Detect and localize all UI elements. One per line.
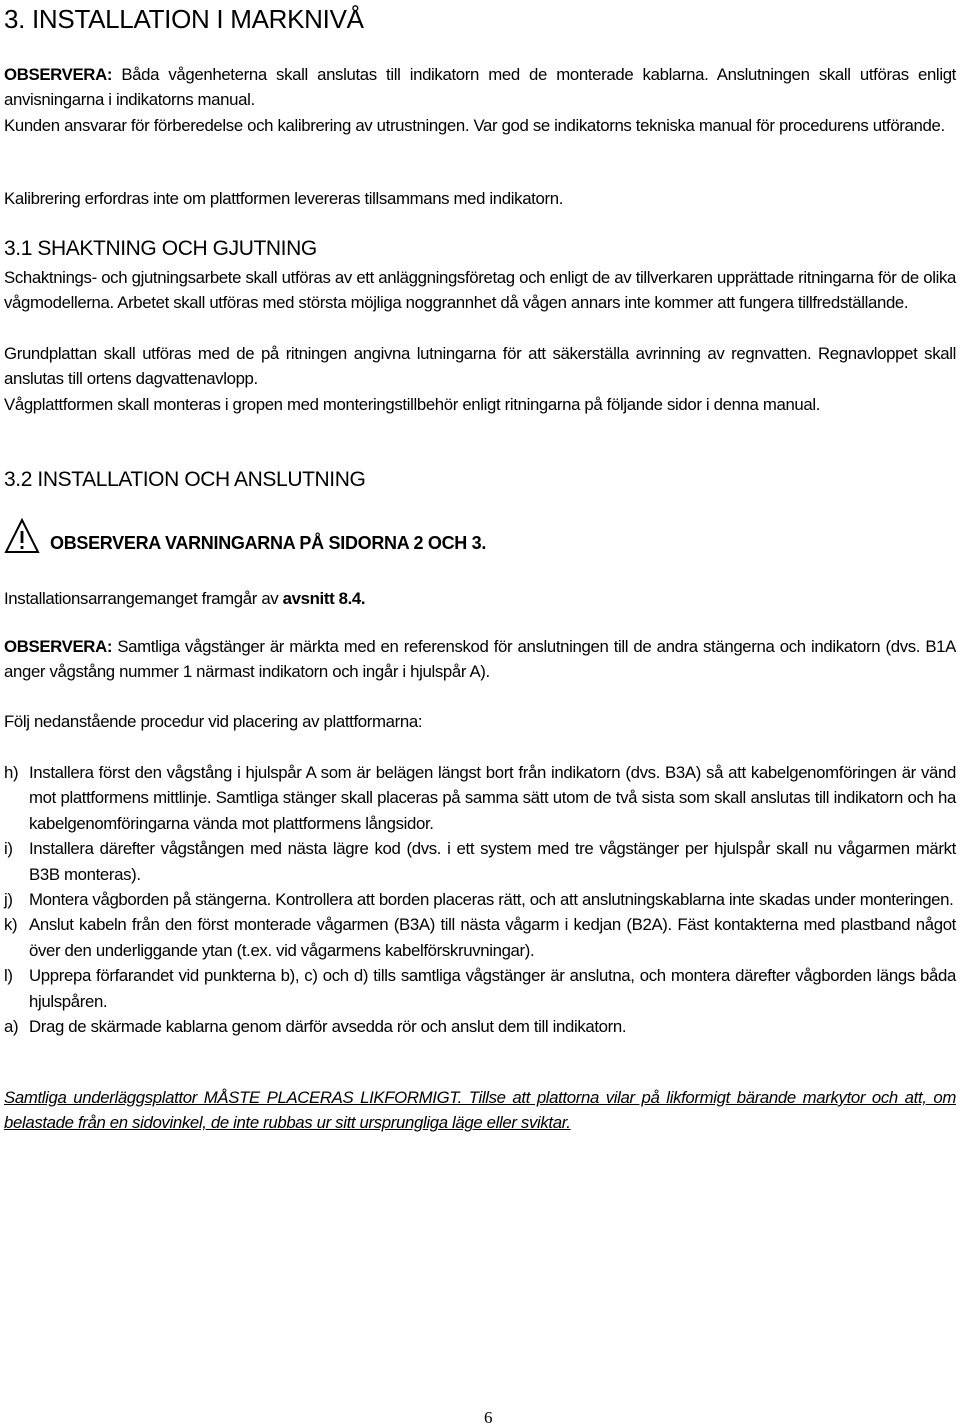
intro-observera: [4, 62, 956, 113]
page-heading: 3. INSTALLATION I MARKNIVÅ: [4, 4, 364, 34]
warning-row: [4, 518, 486, 554]
emphasis-note: Samtliga underläggsplattor MÅSTE PLACERAS LIKFORMIGT. Tillse att plattorna vilar på likformigt bärande markytor och att, om belastade från en sidovinkel, de inte rubbas ur sitt ursprungliga läge eller sviktar.: [4, 1088, 956, 1133]
procedure-step: [4, 760, 956, 836]
procedure-intro: Följ nedanstående procedur vid placering av plattformarna:: [4, 712, 423, 731]
observera-2-label: OBSERVERA:: [4, 637, 113, 656]
section-3-1-title: 3.1 SHAKTNING OCH GJUTNING: [4, 237, 317, 260]
procedure-step: [4, 836, 956, 887]
observera-2-text: Samtliga vågstänger är märkta med en referenskod för anslutningen till de andra stängerna och indikatorn (dvs. B1A anger vågstång nummer 1 närmast indikatorn och ingår i hjulspår A).: [4, 637, 956, 682]
step-text: Anslut kabeln från den först monterade vågarmen (B3A) till nästa vågarm i kedjan (B2A). Fäst kontakterna med plastband något över den underliggande ytan (t.ex. vid vågarmens kabelförskruvningar).: [29, 915, 956, 960]
step-marker: j): [4, 890, 13, 910]
step-text: Montera vågborden på stängerna. Kontrollera att borden placeras rätt, och att anslutningskablarna inte skadas under monteringen.: [29, 890, 954, 910]
step-text: Upprepa förfarandet vid punkterna b), c) och d) tills samtliga vågstänger är anslutna, och montera därefter vågborden längs båda hjulspåren.: [29, 966, 956, 1011]
arrangement-line: [4, 586, 365, 611]
step-marker: k): [4, 915, 18, 935]
observera-label: OBSERVERA:: [4, 65, 113, 84]
step-text: Installera därefter vågstången med nästa lägre kod (dvs. i ett system med tre vågstänger per hjulspår skall nu vågarmen märkt B3B monteras).: [29, 839, 956, 884]
warning-triangle-icon: [4, 518, 40, 554]
section-3-1-paragraph-2: Grundplattan skall utföras med de på ritningen angivna lutningarna för att säkerställa avrinning av regnvatten. Regnavloppet skall anslutas till ortens dagvattenavlopp.: [4, 344, 956, 389]
procedure-step: [4, 963, 956, 1014]
intro-kalibrering: Kalibrering erfordras inte om plattformen levereras tillsammans med indikatorn.: [4, 189, 564, 208]
step-marker: i): [4, 839, 13, 859]
page-number: 6: [484, 1408, 493, 1427]
arrangement-text: Installationsarrangemanget framgår av: [4, 589, 283, 608]
procedure-steps: [4, 760, 956, 1039]
step-text: Drag de skärmade kablarna genom därför avsedda rör och anslut dem till indikatorn.: [29, 1017, 627, 1037]
step-marker: a): [4, 1017, 19, 1037]
procedure-step: [4, 1014, 956, 1039]
procedure-step: [4, 912, 956, 963]
observera-reference-code: [4, 634, 956, 685]
section-3-1-paragraph-1: Schaktnings- och gjutningsarbete skall utföras av ett anläggningsföretag och enligt de av tillverkaren upprättade ritningarna för de olika vågmodellerna. Arbetet skall utföras med största möjliga noggrannhet då vågen annars inte kommer att fungera tillfredställande.: [4, 268, 956, 313]
intro-kunden: Kunden ansvarar för förberedelse och kalibrering av utrustningen. Var god se indikatorns tekniska manual för procedurens utförande.: [4, 116, 945, 135]
procedure-step: [4, 887, 956, 912]
observera-text: Båda vågenheterna skall anslutas till indikatorn med de monterade kablarna. Anslutningen skall utföras enligt anvisningarna i indikatorns manual.: [4, 65, 956, 110]
step-marker: l): [4, 966, 13, 986]
step-marker: h): [4, 763, 19, 782]
section-3-1-paragraph-3: Vågplattformen skall monteras i gropen med monteringstillbehör enligt ritningarna på följande sidor i denna manual.: [4, 395, 821, 414]
arrangement-reference: avsnitt 8.4.: [282, 589, 366, 608]
step-text: Installera först den vågstång i hjulspår A som är belägen längst bort från indikatorn (dvs. B3A) så att kabelgenomföringen är vänd mot plattformens mittlinje. Samtliga stänger skall placeras på samma sätt utom de två sista som skall anslutas till indikatorn och ha kabelgenomföringarna vända mot plattformens långsidor.: [29, 763, 956, 833]
section-3-2-title: 3.2 INSTALLATION OCH ANSLUTNING: [4, 468, 366, 491]
warning-text: OBSERVERA VARNINGARNA PÅ SIDORNA 2 OCH 3.: [50, 533, 487, 553]
